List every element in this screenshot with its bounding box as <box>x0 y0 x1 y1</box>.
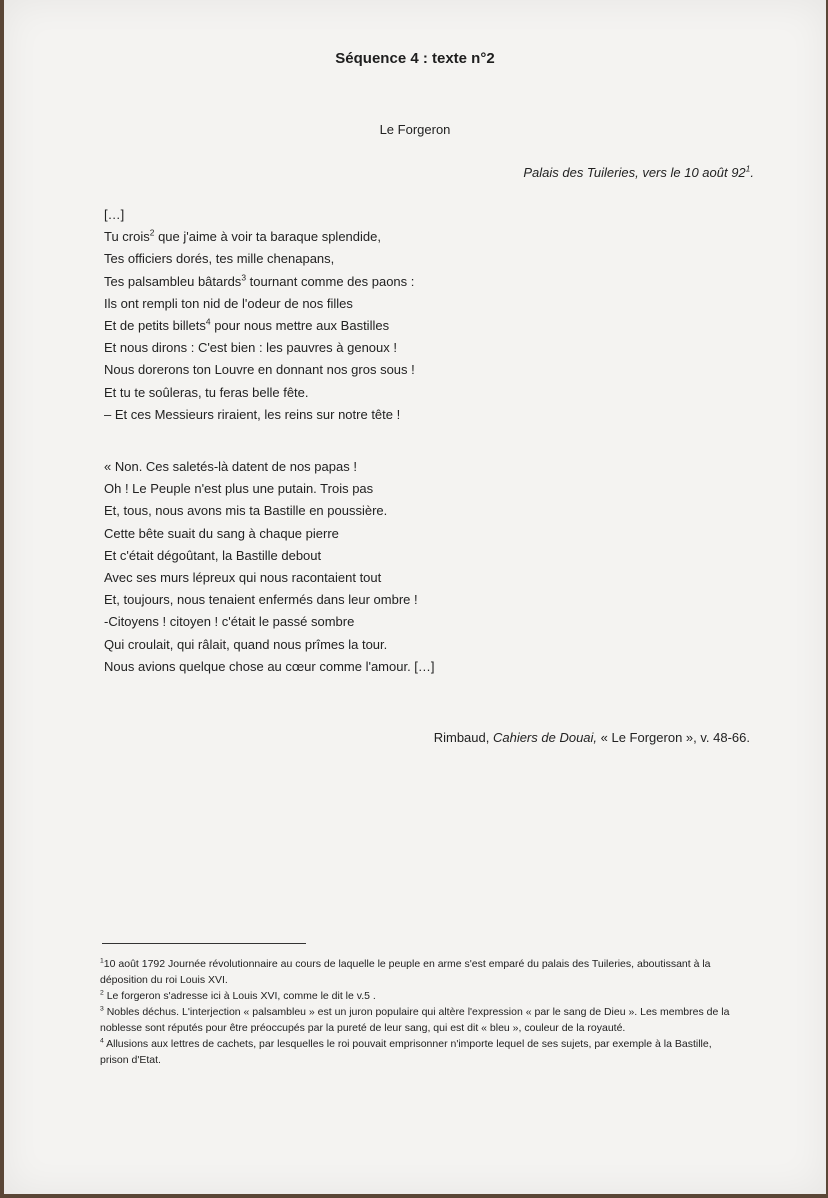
stanza-2 <box>104 456 435 678</box>
poem-line: Nous avions quelque chose au cœur comme l'amour. […] <box>104 658 435 674</box>
footnote-text: Nobles déchus. L'interjection « palsambleu » est un juron populaire qui altère l'expression « par le sang de Dieu ». Les membres de la noblesse sont réputés pour être préoccupés par la pureté de leur sang, qui est dit « bleu », couleur de la royauté. <box>100 1006 730 1034</box>
poem-line: […] <box>104 207 125 222</box>
line-text: Et de petits billets <box>104 317 206 333</box>
poem-line <box>104 271 415 293</box>
footnote-number: 1 <box>100 957 104 965</box>
footnote-number: 3 <box>100 1005 104 1013</box>
line-text: Tes palsambleu bâtards <box>104 273 242 289</box>
footnote-divider <box>102 943 306 944</box>
poem-line: Et tu te soûleras, tu feras belle fête. <box>104 384 309 400</box>
poem-line: Oh ! Le Peuple n'est plus une putain. Trois pas <box>104 481 374 497</box>
footnote-ref: 3 <box>241 272 247 283</box>
source-rest: « Le Forgeron », v. 48-66. <box>597 730 750 745</box>
footnote <box>100 1036 740 1068</box>
poem-line <box>104 315 415 337</box>
document-page <box>4 0 826 1194</box>
line-text: que j'aime à voir ta baraque splendide, <box>154 229 381 245</box>
dateline-text: Palais des Tuileries, vers le 10 août 92 <box>523 165 746 180</box>
page-title: Séquence 4 : texte n°2 <box>335 50 495 67</box>
line-text: pour nous mettre aux Bastilles <box>210 317 390 333</box>
poem-line: Et c'était dégoûtant, la Bastille debout <box>104 547 322 563</box>
poem-line: « Non. Ces saletés-là datent de nos papas ! <box>104 459 357 474</box>
footnote-number: 2 <box>100 989 104 997</box>
footnote-ref: 2 <box>149 227 155 238</box>
footnote-text: 10 août 1792 Journée révolutionnaire au cours de laquelle le peuple en arme s'est emparé du palais des Tuileries, aboutissant à la déposition du roi Louis XVI. <box>100 958 711 986</box>
poem-line: Et, tous, nous avons mis ta Bastille en poussière. <box>104 503 388 519</box>
poem-line <box>104 226 415 248</box>
footnote <box>100 988 740 1004</box>
footnote-text: Allusions aux lettres de cachets, par lesquelles le roi pouvait emprisonner n'importe lequel de ses sujets, par exemple à la Bastille, prison d'Etat. <box>100 1038 712 1066</box>
footnote-number: 4 <box>100 1037 104 1045</box>
poem-line: – Et ces Messieurs riraient, les reins sur notre tête ! <box>104 406 401 422</box>
poem-line: -Citoyens ! citoyen ! c'était le passé sombre <box>104 614 355 630</box>
stanza-1 <box>104 204 415 426</box>
poem-line: Cette bête suait du sang à chaque pierre <box>104 525 339 541</box>
source-author: Rimbaud, <box>433 730 493 745</box>
poem-line: Et nous dirons : C'est bien : les pauvres à genoux ! <box>104 340 397 356</box>
footnotes <box>100 956 740 1068</box>
source-work: Cahiers de Douai, <box>492 730 598 745</box>
source-citation <box>434 730 750 745</box>
poem-title: Le Forgeron <box>379 122 451 137</box>
line-text: Tu crois <box>104 229 150 245</box>
poem-line: Ils ont rempli ton nid de l'odeur de nos filles <box>104 295 353 311</box>
line-text: tournant comme des paons : <box>246 273 415 289</box>
poem-line: Nous dorerons ton Louvre en donnant nos gros sous ! <box>104 362 415 378</box>
footnote-ref: 4 <box>205 316 211 327</box>
poem-line: Qui croulait, qui râlait, quand nous prîmes la tour. <box>104 636 388 652</box>
poem-dateline: Palais des Tuileries, vers le 10 août $92^1$. <box>523 163 754 180</box>
footnote <box>100 956 740 988</box>
footnote-ref: 1 <box>745 163 751 174</box>
poem-line: Et, toujours, nous tenaient enfermés dans leur ombre ! <box>104 592 418 608</box>
footnote-text: Le forgeron s'adresse ici à Louis XVI, comme le dit le v.5 . <box>103 990 376 1002</box>
poem-line: Avec ses murs lépreux qui nous racontaient tout <box>104 569 382 585</box>
poem-line: Tes officiers dorés, tes mille chenapans, <box>104 251 335 267</box>
footnote <box>100 1004 740 1036</box>
